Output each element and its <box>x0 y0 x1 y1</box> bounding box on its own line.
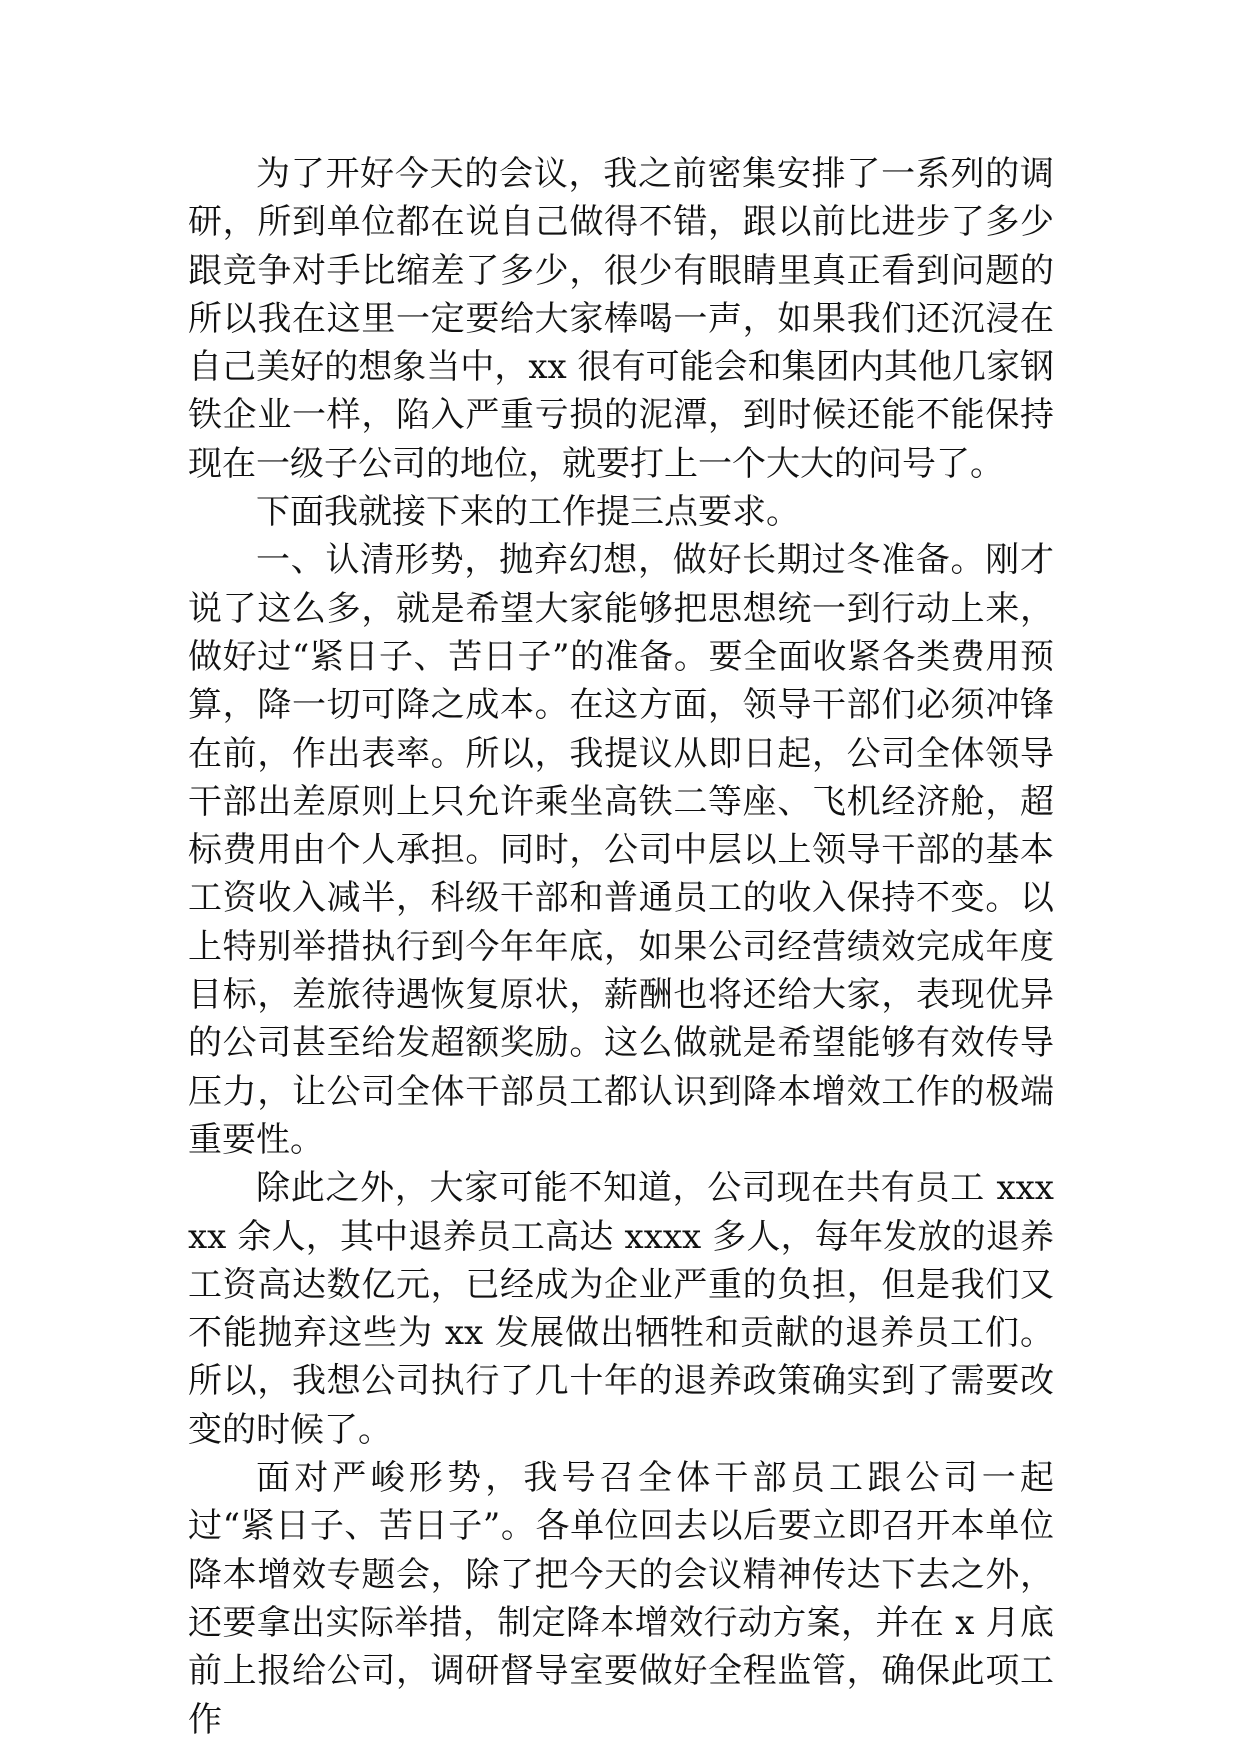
paragraph-point-one: 一、认清形势，抛弃幻想，做好长期过冬准备。刚才说了这么多，就是希望大家能够把思想统一到行动上来，做好过“紧日子、苦日子”的准备。要全面收紧各类费用预算，降一切可降之成本。在这方面，领导干部们必须冲锋在前，作出表率。所以，我提议从即日起，公司全体领导干部出差原则上只允许乘坐高铁二等座、飞机经济舱，超标费用由个人承担。同时，公司中层以上领导干部的基本工资收入减半，科级干部和普通员工的收入保持不变。以上特别举措执行到今年年底，如果公司经营绩效完成年度目标，差旅待遇恢复原状，薪酬也将还给大家，表现优异的公司甚至给发超额奖励。这么做就是希望能够有效传导压力，让公司全体干部员工都认识到降本增效工作的极端重要性。 <box>188 540 1054 1160</box>
paragraph-intro: 为了开好今天的会议，我之前密集安排了一系列的调研，所到单位都在说自己做得不错，跟以前比进步了多少跟竞争对手比缩差了多少，很少有眼睛里真正看到问题的所以我在这里一定要给大家棒喝一声，如果我们还沉浸在自己美好的想象当中，xx 很有可能会和集团内其他几家钢铁企业一样，陷入严重亏损的泥潭，到时候还能不能保持现在一级子公司的地位，就要打上一个大大的问号了。 <box>188 154 1054 484</box>
paragraph-retirement: 除此之外，大家可能不知道，公司现在共有员工 xxxxx 余人，其中退养员工高达 xxxx 多人，每年发放的退养工资高达数亿元，已经成为企业严重的负担，但是我们又不能抛弃这些为 xx 发展做出牺牲和贡献的退养员工们。所以，我想公司执行了几十年的退养政策确实到了需要改变的时候了。 <box>188 1168 1054 1450</box>
paragraph-requirements-lead: 下面我就接下来的工作提三点要求。 <box>256 492 800 533</box>
paragraph-call-to-action: 面对严峻形势，我号召全体干部员工跟公司一起过“紧日子、苦日子”。各单位回去以后要立即召开本单位降本增效专题会，除了把今天的会议精神传达下去之外，还要拿出实际举措，制定降本增效行动方案，并在 x 月底前上报给公司，调研督导室要做好全程监管，确保此项工作 <box>188 1458 1054 1740</box>
document-body <box>188 150 1054 1744</box>
